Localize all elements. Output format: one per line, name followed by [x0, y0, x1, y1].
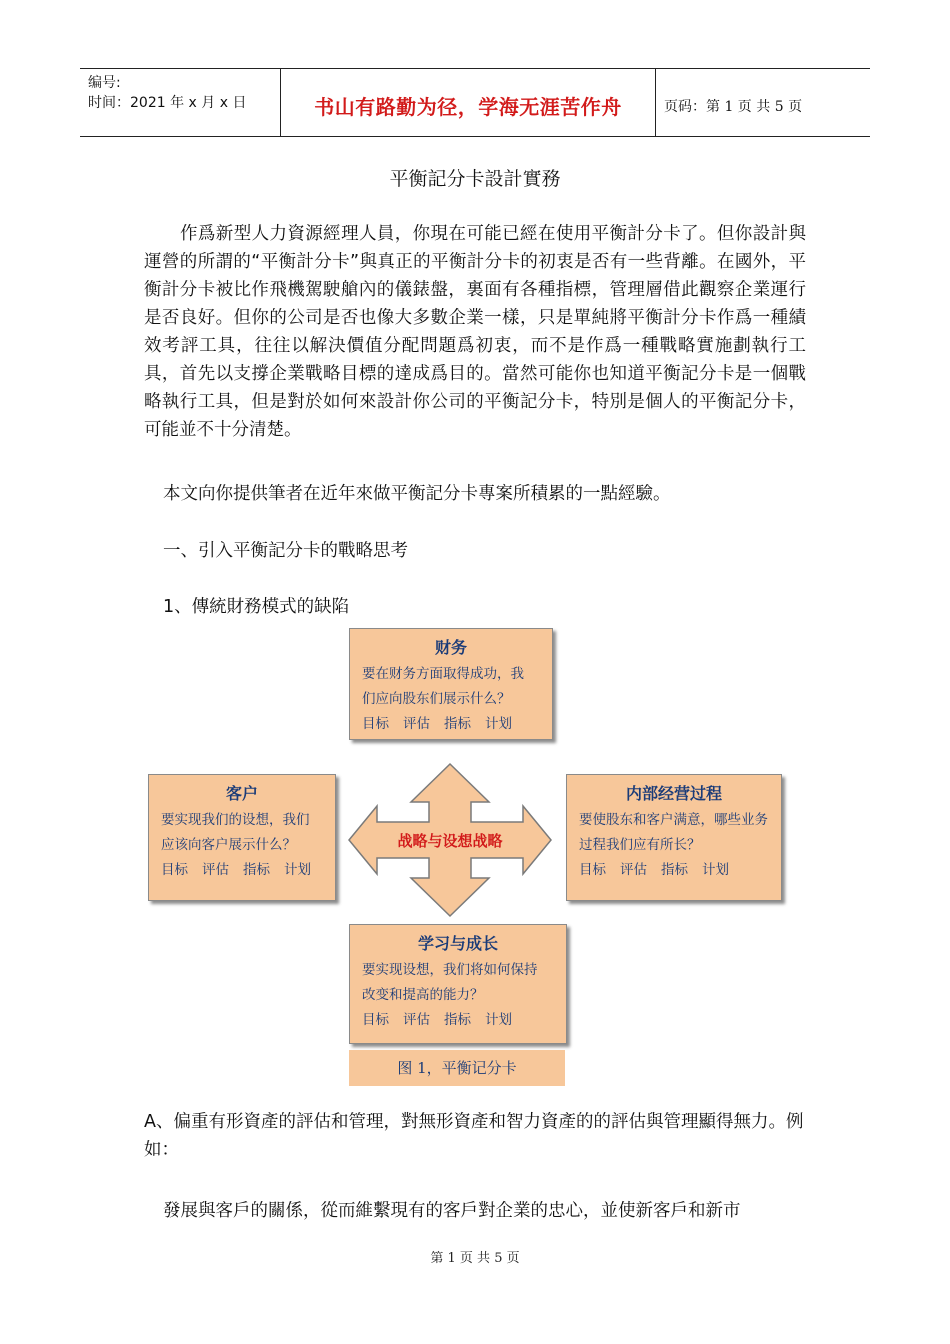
customer-desc-line2: 应该向客户展示什么？: [161, 837, 296, 853]
metric-goal: 目标: [161, 862, 188, 878]
internal-metrics: [567, 858, 781, 878]
serial-number-label: 编号:: [88, 75, 121, 91]
date-label: 时间：2021 年 x 月 x 日: [88, 95, 247, 111]
customer-metrics: [149, 858, 335, 878]
internal-process-box: [566, 774, 782, 901]
internal-desc-line1: 要使股东和客户满意，哪些业务: [579, 812, 768, 828]
customer-title: 客户: [225, 784, 258, 803]
finance-box: [349, 628, 553, 740]
metric-goal: 目标: [362, 716, 389, 732]
learning-growth-box: [349, 924, 567, 1044]
finance-desc-line2: 们应向股东们展示什么？: [362, 691, 511, 707]
internal-process-title: 内部经营过程: [625, 784, 722, 803]
header-left-cell: [80, 69, 281, 136]
four-way-arrow: [347, 762, 553, 918]
metric-evaluate: 评估: [620, 862, 647, 878]
internal-desc-line2: 过程我们应有所长？: [579, 837, 701, 853]
metric-plan: 计划: [284, 862, 311, 878]
page-footer: 第 1 页 共 5 页: [430, 1251, 520, 1266]
metric-plan: 计划: [485, 716, 512, 732]
metric-goal: 目标: [579, 862, 606, 878]
figure-caption-box: [349, 1050, 565, 1086]
metric-plan: 计划: [485, 1012, 512, 1028]
metric-indicator: 指标: [243, 862, 270, 878]
header-right-cell: [656, 69, 870, 136]
page-header: [80, 68, 870, 137]
metric-indicator: 指标: [444, 716, 471, 732]
learning-desc-line1: 要实现设想，我们将如何保持: [362, 962, 538, 978]
page-number-label: 页码：第 1 页 共 5 页: [664, 99, 803, 115]
metric-indicator: 指标: [444, 1012, 471, 1028]
metric-goal: 目标: [362, 1012, 389, 1028]
section-heading: 一、引入平衡記分卡的戰略思考: [163, 541, 408, 561]
metric-evaluate: 评估: [403, 1012, 430, 1028]
learning-title: 学习与成长: [417, 934, 498, 953]
finance-desc-line1: 要在财务方面取得成功，我: [362, 666, 524, 682]
figure-caption: 图 1，平衡记分卡: [397, 1059, 517, 1077]
experience-paragraph: 本文向你提供筆者在近年來做平衡記分卡專案所積累的一點經驗。: [163, 484, 671, 504]
customer-box: [148, 774, 336, 901]
intro-paragraph: 作爲新型人力資源經理人員，你現在可能已經在使用平衡計分卡了。但你設計與運營的所謂的“平衡計分卡”與真正的平衡計分卡的初衷是否有一些背離。在國外，平衡計分卡被比作飛機駕駛艙內的儀錶盤，裏面有各種指標，管理層借此觀察企業運行是否良好。但你的公司是否也像大多數企業一樣，只是單純將平衡計分卡作爲一種績效考評工具，往往以解決價值分配問題爲初衷，而不是作爲一種戰略實施劃執行工具，首先以支撐企業戰略目標的達成爲目的。當然可能你也知道平衡記分卡是一個戰略執行工具，但是對於如何來設計你公司的平衡記分卡，特別是個人的平衡記分卡，可能並不十分清楚。: [144, 224, 806, 440]
point-a-paragraph: A、偏重有形資產的評估和管理，對無形資產和智力資產的的評估與管理顯得無力。例如：: [144, 1112, 804, 1160]
metric-evaluate: 评估: [403, 716, 430, 732]
learning-metrics: [350, 1008, 566, 1028]
motto-text: 书山有路勤为径，学海无涯苦作舟: [314, 95, 622, 119]
customer-desc-line1: 要实现我们的设想，我们: [161, 812, 310, 828]
develop-paragraph: 發展與客戶的關係，從而維繫現有的客戶對企業的忠心，並使新客戶和新市: [163, 1201, 741, 1221]
subsection-heading: 1、傳統財務模式的缺陷: [163, 597, 350, 617]
learning-desc-line2: 改变和提高的能力？: [362, 987, 484, 1003]
metric-evaluate: 评估: [202, 862, 229, 878]
balanced-scorecard-diagram: [140, 620, 800, 1090]
center-strategy-label: 战略与设想战略: [397, 832, 503, 850]
document-title: 平衡記分卡設計實務: [389, 168, 561, 190]
finance-metrics: [350, 712, 552, 732]
metric-plan: 计划: [702, 862, 729, 878]
finance-title: 财务: [434, 638, 467, 657]
header-middle-cell: [281, 69, 656, 136]
metric-indicator: 指标: [661, 862, 688, 878]
